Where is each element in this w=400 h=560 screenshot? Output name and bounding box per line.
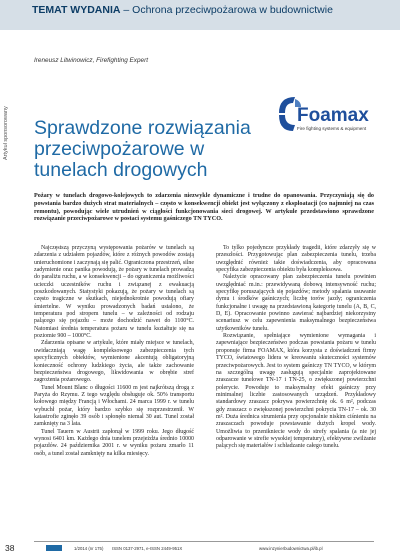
article-lead: Pożary w tunelach drogowo-kolejowych to zdarzenia niezwykle dynamiczne i trudne do opanowania. Przyczyniają się do powstania bardzo dużych strat materialnych – często w konsekwencji obiekt jest wyłączony z eksploatacji (co najmniej na czas remontu), powodując wiele utrudnień w ciągłości funkcjonowania sieci drogowej. W artykule przedstawiono sprawdzone rozwiązanie przeciwpożarowe w postaci systemu gaśniczego TN TYCO. xyxy=(34,192,374,223)
paragraph: Tunel Mount Blanc o długości 11600 m jest najkrótszą drogą z Paryża do Rzymu. Z tego względu obsługuje ok. 50% transportu kołowego między Francją i Włochami. 24 marca 1999 r. w tunelu wybuchł pożar, który bardzo szybko się rozprzestrzenił. W katastrofie zginęło 39 osób i spłonęło niemal 30 aut. Tunel został zamknięty na 3 lata. xyxy=(34,384,194,428)
page-footer xyxy=(34,541,374,554)
foamax-logo-name: Foamax xyxy=(297,105,369,126)
sponsored-tag: Artykuł sponsorowany xyxy=(3,106,9,160)
magazine-badge-icon xyxy=(46,545,62,551)
footer-issue: 1/2014 (nr 175) xyxy=(74,546,104,551)
article-column-left xyxy=(34,245,194,458)
section-header xyxy=(32,4,392,16)
page-number: 38 xyxy=(5,543,15,553)
article-column-right xyxy=(216,245,376,451)
footer-issn: ISSN 0137-2971, e-ISSN 2449-951X xyxy=(112,546,183,551)
foamax-logo-tagline: Fire fighting systems & equipment xyxy=(297,126,367,131)
section-subtitle: Ochrona przeciwpożarowa w budownictwie xyxy=(132,4,333,16)
paragraph: Najczęstszą przyczyną występowania pożarów w tunelach są zdarzenia z udziałem pojazdów, które z różnych powodów zostają unieruchomione i zaczynają się palić. Ograniczona przestrzeń, silne zadymienie oraz panika powodują, że pożary w tunelach prowadzą do paraliżu ruchu, a w konsekwencji – do ograniczenia możliwości ucieczki uczestników ruchu i związanej z ewakuacją poszkodowanych. Statystyki pokazują, że pożary w tunelach są często tragiczne w skutkach, niejednokrotnie powodują ofiary śmiertelne. W wyniku prowadzonych badań ustalono, że temperatura pod stropem tunelu – w zależności od rodzaju palącego się pojazdu – może dochodzić nawet do 1100°C. Natomiast średnia temperatura pożaru w tunelu kształtuje się na poziomie 900 – 1000°C. xyxy=(34,245,194,340)
paragraph: Zdarzenia opisane w artykule, które miały miejsce w tunelach, uwidaczniają wagę kompleksowego zabezpieczenia tych specyficznych obiektów, wymienione akcentują obligatoryjną konieczność ochrony ludzkiego życia, ale także zachowanie bezpieczeństwa drogowego, likwidowania w obrębie stref zagrożenia pożarowego. xyxy=(34,340,194,384)
paragraph: Należycie opracowany plan zabezpieczenia tunelu powinien uwzględniać m.in.: przewidywaną dobową intensywność ruchu; specyfikę poruszających się pojazdów; metody spalania usuwanie dymu i środków gaśniczych; liczbę torów jazdy; ograniczenia funkcjonalne i uwagę na przedstawioną kategorię tunelu (A, B, C, D, E). Opracowanie powinno zawierać najbardziej niekorzystny scenariusz w celu zapewnienia maksymalnego bezpieczeństwa użytkowników tunelu. xyxy=(216,274,376,332)
section-label: TEMAT WYDANIA xyxy=(32,4,121,16)
footer-url[interactable]: www.inzynierbudownictwa.pl/ib.pl xyxy=(259,546,323,551)
article-title: Sprawdzone rozwiązania przeciwpożarowe w tunelach drogowych xyxy=(34,117,251,182)
header-separator: – xyxy=(120,4,133,16)
foamax-logo xyxy=(275,85,375,145)
article-author: Ireneusz Litwinowicz, Firefighting Expert xyxy=(34,57,149,64)
paragraph: Tunel Tauern w Austrii zapłonął w 1999 roku. Jego długość wynosi 6401 km. Każdego dnia tunelem przejeżdża średnio 10000 pojazdów. 24 października 2001 r. w wyniku pożaru zmarło 11 osób, a tunel został zamknięty na kilka miesięcy. xyxy=(34,428,194,457)
paragraph: To tylko pojedyncze przykłady tragedii, które zdarzyły się w przeszłości. Przygotowując plan zabezpieczenia tunelu, trzeba uwzględnić również takie doświadczenia, aby opracowana specyfika zabezpieczenia obiektu była kompleksowa. xyxy=(216,245,376,274)
paragraph: Rozwiązanie, spełniające wymienione wymagania i zapewniające bezpieczeństwo podczas powstania pożaru w tunelu proponuje firma FOAMAX, która korzysta z doświadczeń firmy TYCO, światowego lidera w kreowaniu skuteczności systemów przeciwpożarowych. Jest to system gaśniczy TN TYCO, w którym na szczególną uwagę zasługują specjalnie zaprojektowane zraszacze tunelowe TN-17 i TN-25, o zwiększonej powierzchni polerycie. Powoduje to maksymalny efekt gaśniczy przy minimalnej liczbie zastosowanych urządzeń. Przykładowy standardowy zraszacz pokrywa powierzchnię ok. 6 m², podczas gdy zraszacz o zwiększonej powierzchni pokrycia TN-17 – ok. 30 m². Duża średnica strumienia przy opcjonalnie niskim ciśnieniu na zraszaczach powoduje powstawanie dużych kropel wody. Umożliwia to przenikniecie wody do strefy spalania (a nie jej odparowanie w strefie wysokiej temperatury), efektywne zwilżanie palących się materiałów i schładzanie całego tunelu. xyxy=(216,333,376,450)
